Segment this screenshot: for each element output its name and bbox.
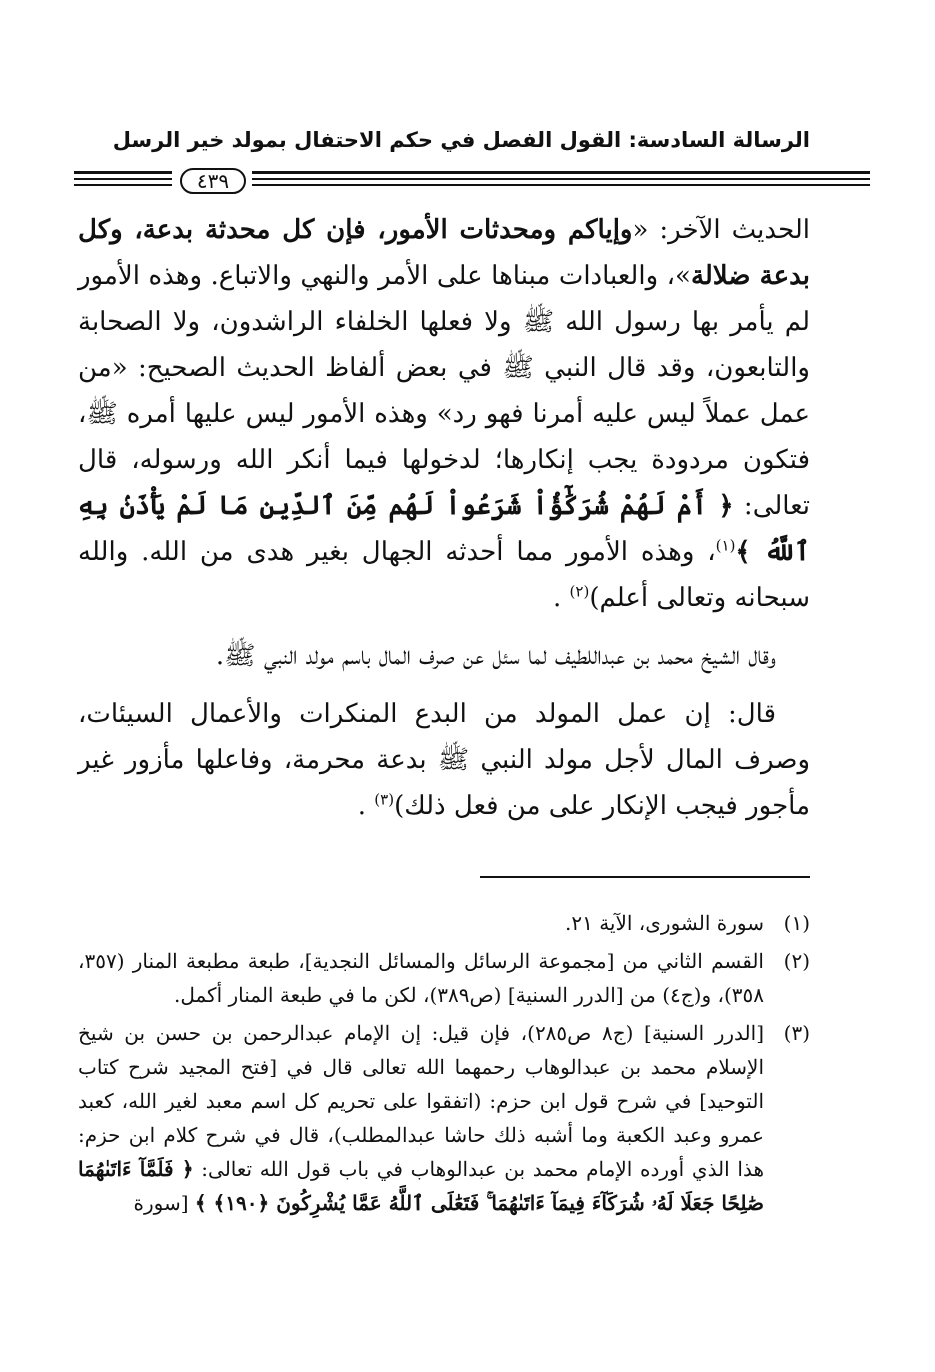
footnotes [78, 906, 810, 1224]
footnote-text [78, 1016, 764, 1220]
header-rule-left [74, 171, 172, 174]
header-rule-right-thin-2 [252, 184, 870, 186]
para3-text: قال: إن عمل المولد من البدع المنكرات والأعمال السيئات، وصرف المال لأجل مولد النبي ﷺ بدعة محرمة، وفاعلها مأزور غير مأجور فيجب الإنكار على من فعل ذلك) [78, 699, 810, 821]
footnote-3-text: [الدرر السنية] (ج٨ ص٢٨٥)، فإن قيل: إن الإمام عبدالرحمن بن حسن بن شيخ الإسلام محمد بن عبدالوهاب رحمهما الله تعالى قال في [فتح المجيد شرح كتاب التوحيد] في شرح قول ابن حزم: (اتفقوا على تحريم كل اسم معبد لغير الله، كعبد عمرو وعبد الكعبة وما أشبه ذلك حاشا عبدالمطلب)، قال في شرح كلام ابن حزم: هذا الذي أورده الإمام محمد بن عبدالوهاب في باب قول الله تعالى: [78, 1021, 765, 1181]
hadith-quote: وإياكم ومحدثات الأمور، فإن كل محدثة بدعة، وكل بدعة ضلالة [78, 215, 811, 291]
footnote-text: القسم الثاني من [مجموعة الرسائل والمسائل النجدية]، طبعة مطبعة المنار (٣٥٧، ٣٥٨)، و(ج٤) من [الدرر السنية] (ص٣٨٩)، لكن ما في طبعة المنار أكمل. [78, 949, 764, 1007]
main-text [78, 207, 810, 829]
page-number [180, 168, 246, 194]
footnote-ref-2[interactable]: (٢) [569, 582, 590, 601]
footnote-2 [78, 944, 810, 1012]
para1-lead: الحديث الآخر: « [632, 215, 810, 245]
running-title: الرسالة السادسة: القول الفصل في حكم الاحتفال بمولد خير الرسل [112, 128, 810, 152]
footnote-number: (١) [783, 911, 810, 935]
footnote-3 [78, 1016, 810, 1220]
footnote-1 [78, 906, 810, 940]
footnote-quran-verse: ﴿ فَلَمَّآ ءَاتَىٰهُمَا صَٰلِحًا جَعَلَا لَهُۥ شُرَكَآءَ فِيمَآ ءَاتَىٰهُمَا ۚ فَتَعَٰلَى ٱللَّهُ عَمَّا يُشْرِكُونَ ﴿١٩٠﴾ ﴾ [78, 1157, 764, 1215]
para3-end: . [357, 791, 375, 821]
paragraph-1 [78, 207, 810, 621]
page-header [60, 128, 810, 208]
quran-verse: ﴿ أَمْ لَهُمْ شُرَكَٰٓؤُاْ شَرَعُواْ لَهُم مِّنَ ٱلدِّينِ مَا لَمْ يَأْذَنۢ بِهِ ٱللَّهُ ﴾ [78, 491, 810, 567]
footnote-number: (٣) [783, 1021, 810, 1045]
header-rule-right-thin [252, 178, 870, 180]
para1-text2: ، وهذه الأمور مما أحدثه الجهال بغير هدى من الله. والله سبحانه وتعالى أعلم) [78, 537, 810, 613]
para1-text1: »، والعبادات مبناها على الأمر والنهي والاتباع. وهذه الأمور لم يأمر بها رسول الله ﷺ ولا فعلها الخلفاء الراشدون، ولا الصحابة والتابعون، وقد قال النبي ﷺ في بعض ألفاظ الحديث الصحيح: «من عمل عملاً ليس عليه أمرنا فهو رد» وهذه الأمور ليس عليها أمره ﷺ، فتكون مردودة يجب إنكارها؛ لدخولها فيما أنكر الله ورسوله، قال تعالى: [78, 261, 810, 521]
paragraph-3 [78, 691, 810, 829]
paragraph-2: وقال الشيخ محمد بن عبداللطيف لما سئل عن صرف المال باسم مولد النبي ﷺ. [215, 641, 776, 671]
footnote-text: سورة الشورى، الآية ٢١. [565, 911, 764, 935]
footnote-ref-3[interactable]: (٣) [374, 790, 395, 809]
header-rule-right [252, 171, 870, 174]
footnote-3-tail: [سورة [133, 1191, 195, 1215]
header-rule-left-thin [74, 178, 172, 180]
header-rule-left-thin-2 [74, 184, 172, 186]
footnote-separator [480, 876, 810, 878]
footnote-ref-1[interactable]: (١) [715, 536, 736, 555]
footnote-number: (٢) [783, 949, 810, 973]
page-number-text: ٤٣٩ [196, 169, 230, 193]
para1-end: . [553, 583, 570, 613]
